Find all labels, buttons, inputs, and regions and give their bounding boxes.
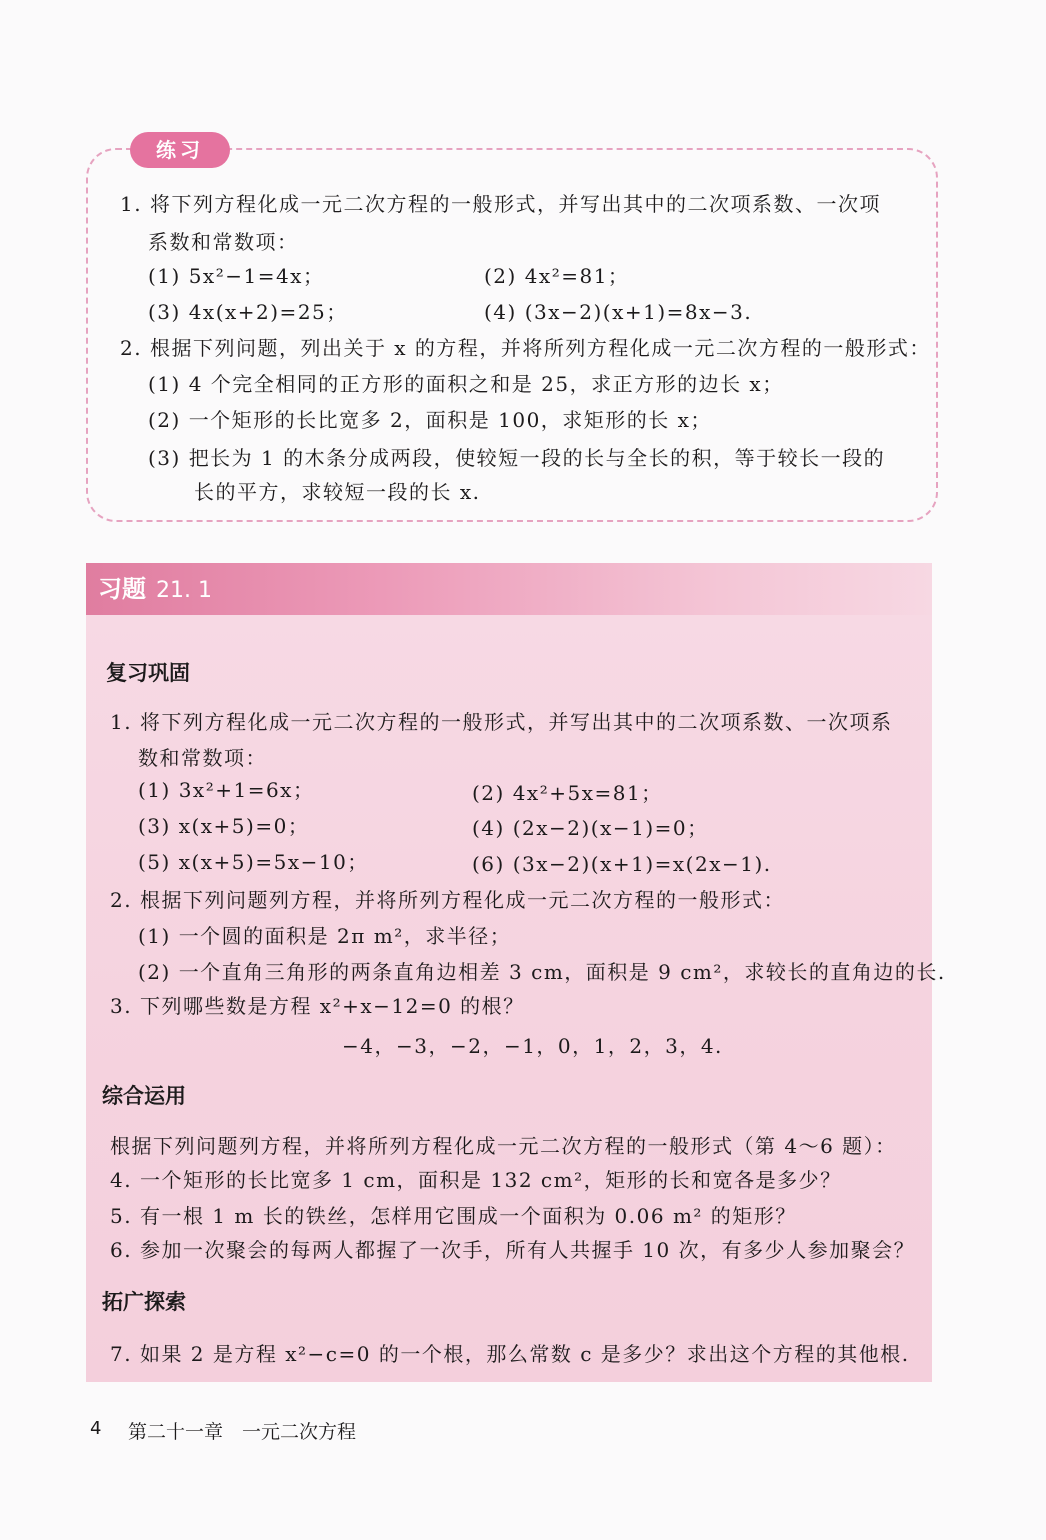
practice-q1-line2: 系数和常数项： [148, 230, 299, 254]
review-q1-item: (3) x(x+5)=0； [138, 814, 310, 838]
review-q1-item: (2) 4x²+5x=81； [472, 781, 663, 805]
practice-q2-item: (2) 一个矩形的长比宽多 2，面积是 100，求矩形的长 x； [148, 408, 712, 432]
apply-q4: 4. 一个矩形的长比宽多 1 cm，面积是 132 cm²，矩形的长和宽各是多少？ [110, 1168, 842, 1192]
practice-q2-item: (3) 把长为 1 的木条分成两段，使较短一段的长与全长的积，等于较长一段的 [148, 446, 886, 470]
page-number: 4 [90, 1418, 102, 1439]
review-q1-line2: 数和常数项： [138, 746, 267, 770]
practice-q1-item: (3) 4x(x+2)=25； [148, 300, 348, 324]
practice-q2-line1: 2. 根据下列问题，列出关于 x 的方程，并将所列方程化成一元二次方程的一般形式： [120, 336, 931, 360]
practice-q1-item: (4) (3x−2)(x+1)=8x−3. [484, 300, 753, 324]
practice-q2-item: (1) 4 个完全相同的正方形的面积之和是 25，求正方形的边长 x； [148, 372, 784, 396]
apply-q6: 6. 参加一次聚会的每两人都握了一次手，所有人共握手 10 次，有多少人参加聚会？ [110, 1238, 916, 1262]
practice-q1-item: (1) 5x²−1=4x； [148, 264, 325, 288]
review-q2-item: (2) 一个直角三角形的两条直角边相差 3 cm，面积是 9 cm²，求较长的直角边的长. [138, 960, 946, 984]
review-q1-item: (4) (2x−2)(x−1)=0； [472, 816, 709, 840]
problem-set-header-band [86, 563, 932, 615]
practice-tab-label: 练习 [130, 132, 230, 168]
apply-intro: 根据下列问题列方程，并将所列方程化成一元二次方程的一般形式（第 4～6 题）： [110, 1134, 897, 1158]
review-q2-line1: 2. 根据下列问题列方程，并将所列方程化成一元二次方程的一般形式： [110, 888, 785, 912]
problem-set-label: 习题 [98, 575, 146, 603]
section-heading-review: 复习巩固 [106, 661, 190, 685]
explore-q7: 7. 如果 2 是方程 x²−c=0 的一个根，那么常数 c 是多少？求出这个方程的其他根. [110, 1342, 910, 1366]
section-heading-apply: 综合运用 [102, 1084, 186, 1108]
review-q3-line1: 3. 下列哪些数是方程 x²+x−12=0 的根？ [110, 994, 525, 1018]
practice-q2-item-continuation: 长的平方，求较短一段的长 x. [194, 480, 481, 504]
chapter-title: 第二十一章 一元二次方程 [128, 1421, 357, 1443]
problem-set-title [98, 566, 212, 612]
problem-set-number: 21. 1 [156, 578, 212, 603]
review-q1-item: (1) 3x²+1=6x； [138, 778, 315, 802]
practice-q1-item: (2) 4x²=81； [484, 264, 630, 288]
apply-q5: 5. 有一根 1 m 长的铁丝，怎样用它围成一个面积为 0.06 m² 的矩形？ [110, 1204, 797, 1228]
review-q1-item: (6) (3x−2)(x+1)=x(2x−1). [472, 852, 772, 876]
review-q1-line1: 1. 将下列方程化成一元二次方程的一般形式，并写出其中的二次项系数、一次项系 [110, 710, 893, 734]
review-q1-item: (5) x(x+5)=5x−10； [138, 850, 369, 874]
section-heading-explore: 拓广探索 [102, 1290, 186, 1314]
practice-q1-line1: 1. 将下列方程化成一元二次方程的一般形式，并写出其中的二次项系数、一次项 [120, 192, 881, 216]
review-q3-values: −4，−3，−2，−1，0，1，2，3，4. [342, 1034, 723, 1058]
review-q2-item: (1) 一个圆的面积是 2π m²，求半径； [138, 924, 512, 948]
